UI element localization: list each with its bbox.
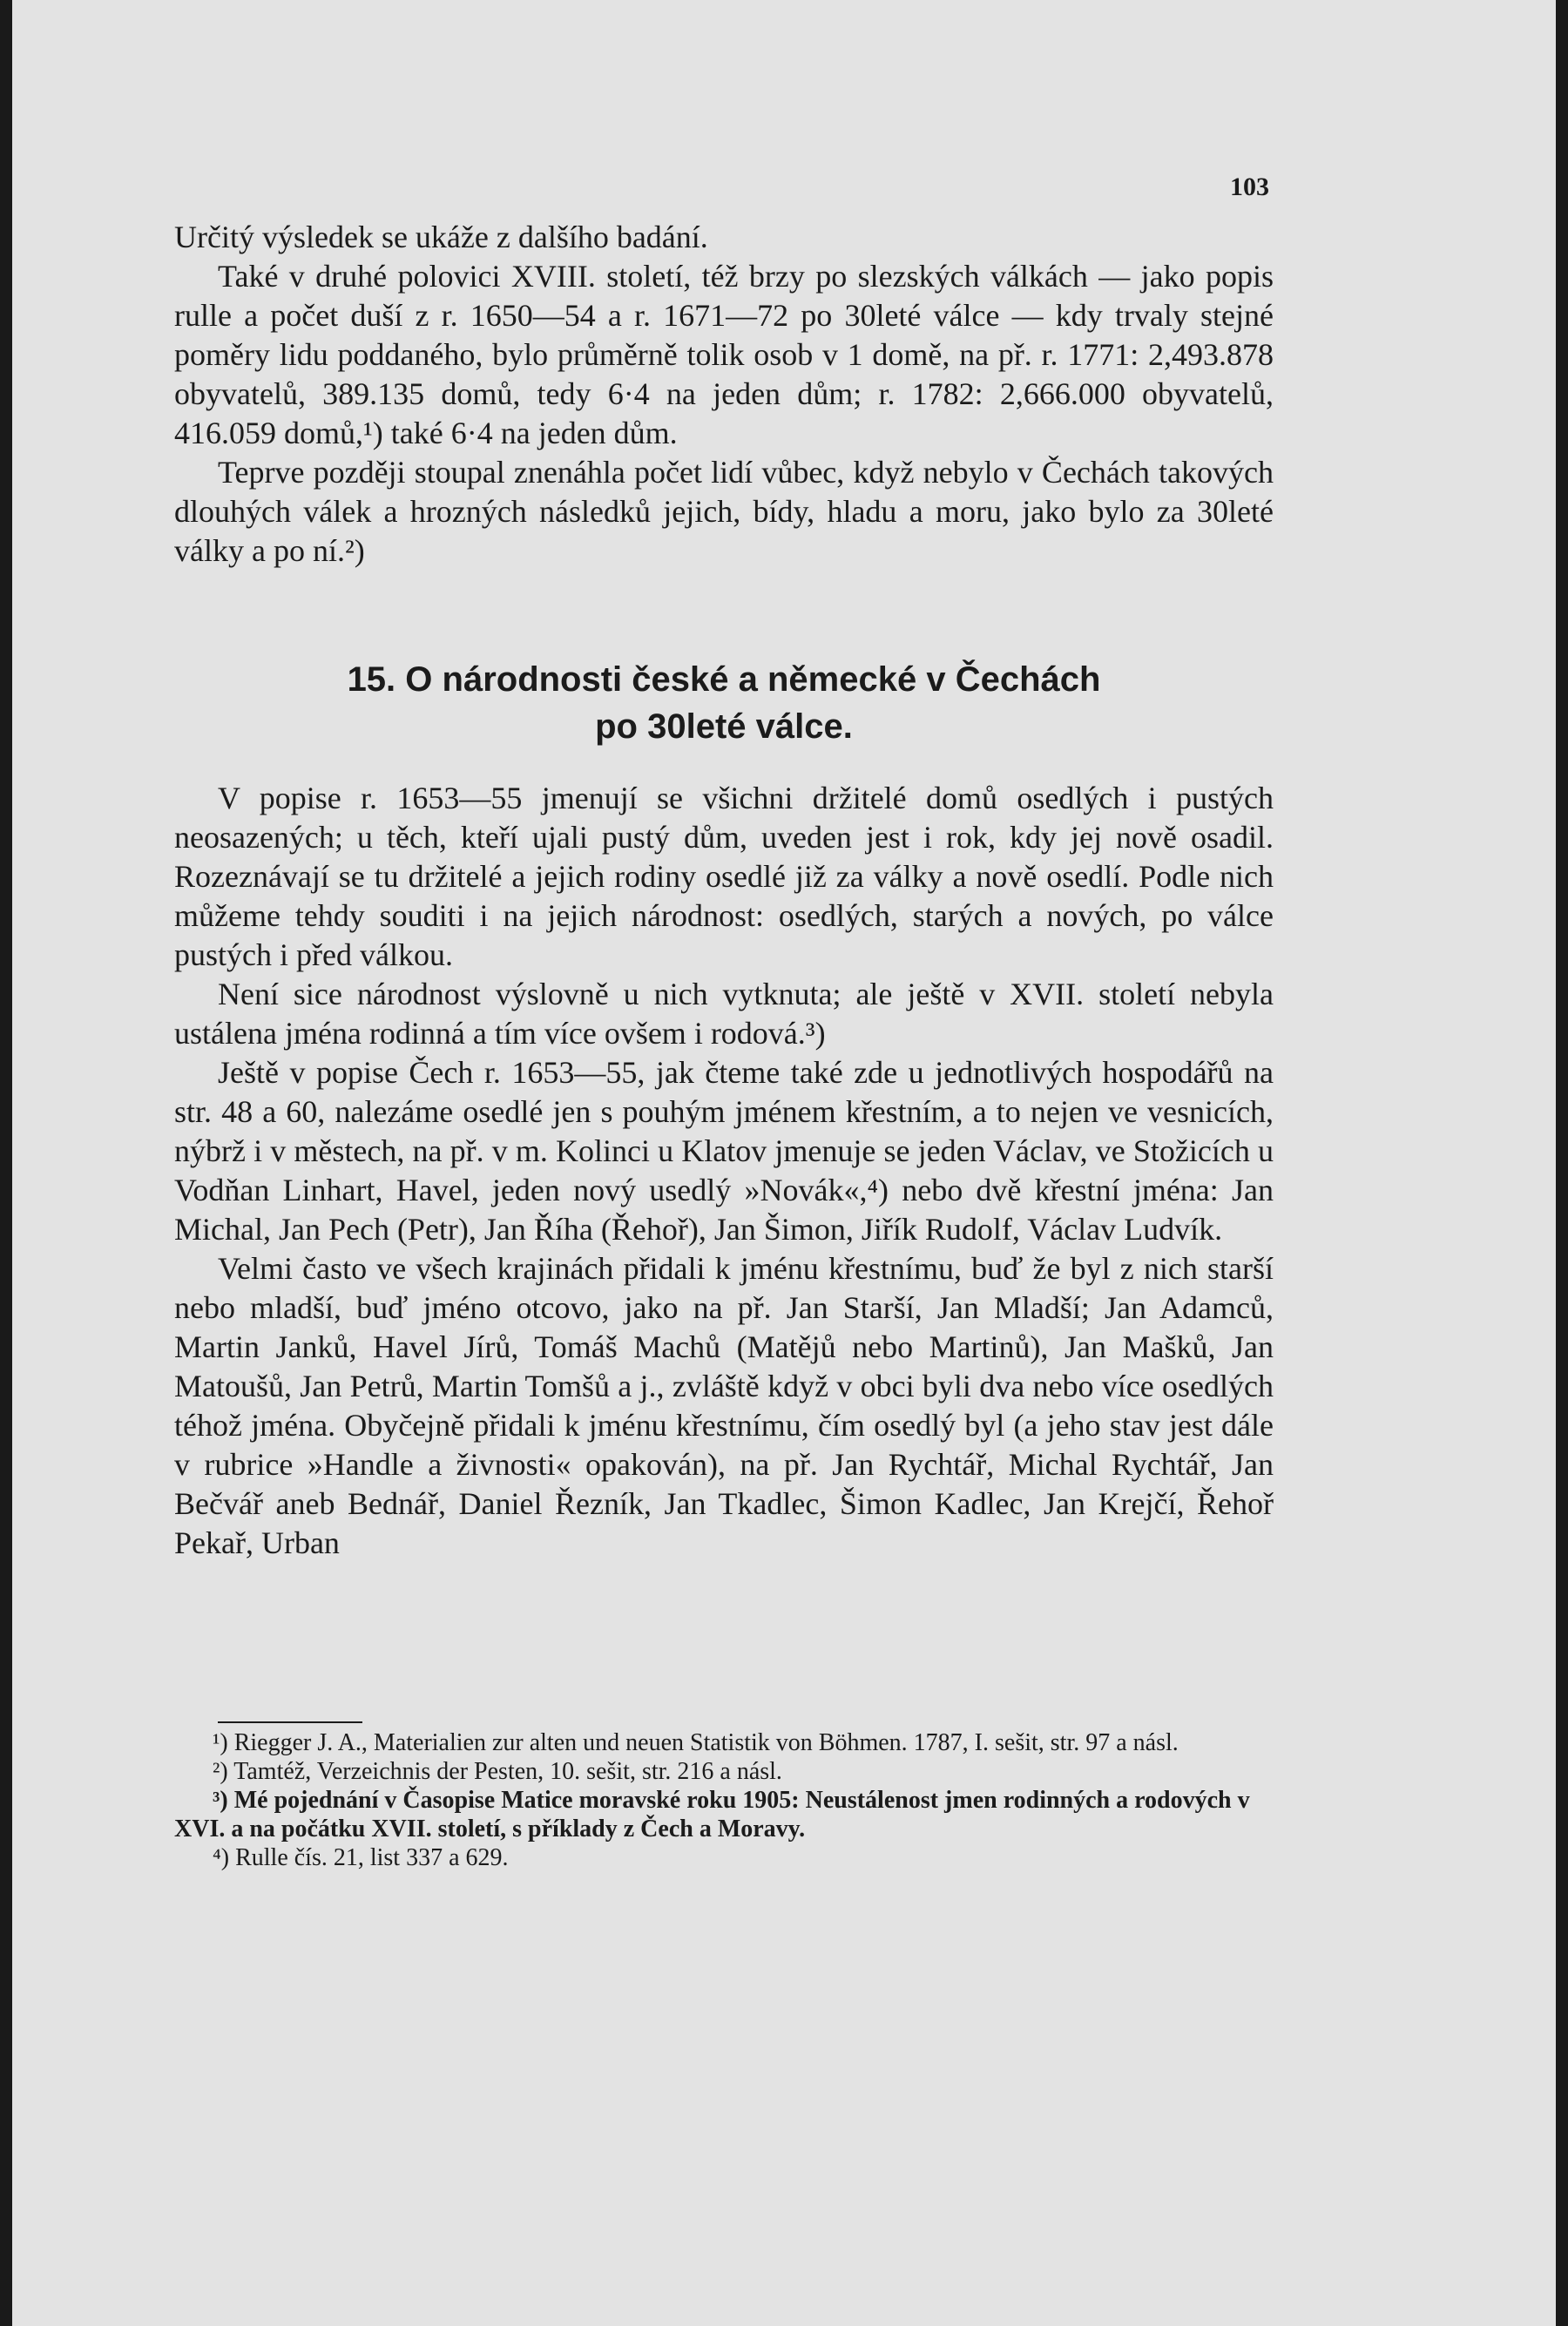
footnotes <box>174 1728 1274 1872</box>
intro-section <box>174 218 1274 571</box>
body-section <box>174 779 1274 1563</box>
paragraph: Není sice národnost výslovně u nich vytknuta; ale ještě v XVII. století nebyla ustálena jména rodinná a tím více ovšem i rodová.³) <box>174 977 1274 1051</box>
paragraph: Teprve později stoupal znenáhla počet lidí vůbec, když nebylo v Čechách takových dlouhých válek a hrozných následků jejich, bídy, hladu a moru, jako bylo za 30leté války a po ní.²) <box>174 455 1274 568</box>
paragraph: V popise r. 1653—55 jmenují se všichni držitelé domů osedlých i pustých neosazených; u těch, kteří ujali pustý dům, uveden jest i rok, kdy jej nově osadil. Rozeznávají se tu držitelé a jejich rodiny osedlé již za války a nově osedlí. Podle nich můžeme tehdy souditi i na jejich národnost: osedlých, starých a nových, po válce pustých i před válkou. <box>174 781 1274 972</box>
paragraph: Velmi často ve všech krajinách přidali k jménu křestnímu, buď že byl z nich starší nebo mladší, buď jméno otcovo, jako na př. Jan Starší, Jan Mladší; Jan Adamců, Martin Janků, Havel Jírů, Tomáš Machů (Matějů nebo Martinů), Jan Mašků, Jan Matoušů, Jan Petrů, Martin Tomšů a j., zvláště když v obci byli dva nebo více osedlých téhož jména. Obyčejně přidali k jménu křestnímu, čím osedlý byl (a jeho stav jest dále v rubrice »Handle a živnosti« opakován), na př. Jan Rychtář, Michal Rychtář, Jan Bečvář aneb Bednář, Daniel Řezník, Jan Tkadlec, Šimon Kadlec, Jan Krejčí, Řehoř Pekař, Urban <box>174 1251 1274 1560</box>
footnote-divider <box>218 1721 362 1723</box>
footnote: ¹) Riegger J. A., Materialien zur alten und neuen Statistik von Böhmen. 1787, I. sešit, str. 97 a násl. <box>213 1729 1179 1756</box>
footnote: ³) Mé pojednání v Časopise Matice moravské roku 1905: Neustálenost jmen rodinných a rodových v XVI. a na počátku XVII. století, s příklady z Čech a Moravy. <box>174 1787 1250 1843</box>
heading-line: 15. O národnosti české a německé v Čechách <box>347 660 1101 699</box>
footnote: ²) Tamtéž, Verzeichnis der Pesten, 10. sešit, str. 216 a násl. <box>213 1758 782 1785</box>
book-page <box>12 0 1556 2326</box>
footnote: ⁴) Rulle čís. 21, list 337 a 629. <box>213 1844 509 1871</box>
heading-line: po 30leté válce. <box>595 707 853 746</box>
paragraph: Také v druhé polovici XVIII. století, též brzy po slezských válkách — jako popis rulle a počet duší z r. 1650—54 a r. 1671—72 po 30leté válce — kdy trvaly stejné poměry lidu poddaného, bylo průměrně tolik osob v 1 domě, na př. r. 1771: 2,493.878 obyvatelů, 389.135 domů, tedy 6·4 na jeden dům; r. 1782: 2,666.000 obyvatelů, 416.059 domů,¹) také 6·4 na jeden dům. <box>174 259 1274 450</box>
paragraph: Určitý výsledek se ukáže z dalšího badání. <box>174 220 708 254</box>
paragraph: Ještě v popise Čech r. 1653—55, jak čteme také zde u jednotlivých hospodářů na str. 48 a 60, nalezáme osedlé jen s pouhým jménem křestním, a to nejen ve vesnicích, nýbrž i v městech, na př. v m. Kolinci u Klatov jmenuje se jeden Václav, ve Stožicích u Vodňan Linhart, Havel, jeden nový usedlý »Novák«,⁴) nebo dvě křestní jména: Jan Michal, Jan Pech (Petr), Jan Říha (Řehoř), Jan Šimon, Jiřík Rudolf, Václav Ludvík. <box>174 1055 1274 1247</box>
section-heading <box>174 656 1274 750</box>
page-number: 103 <box>1230 172 1269 201</box>
